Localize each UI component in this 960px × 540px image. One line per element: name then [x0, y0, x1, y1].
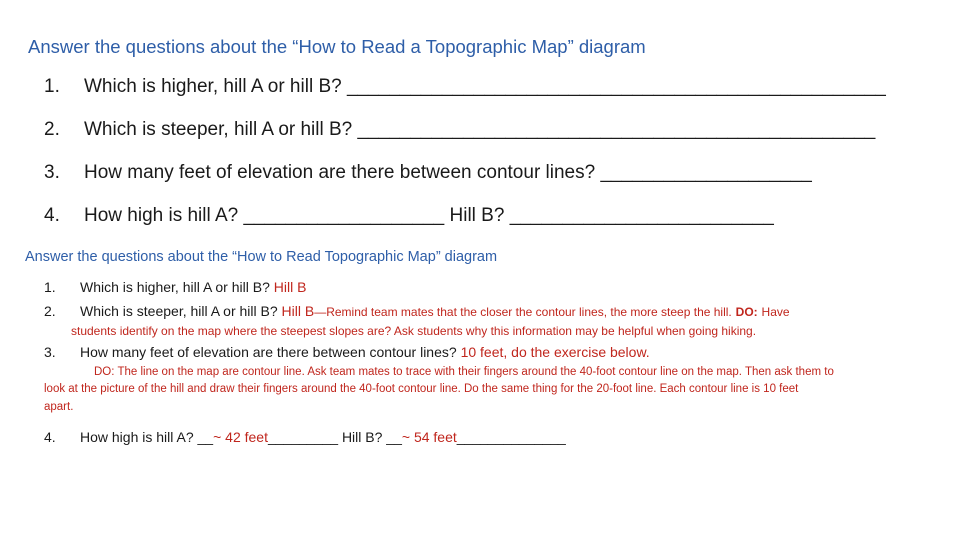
- answer-2-question: Which is steeper, hill A or hill B?: [80, 303, 278, 319]
- question-1-text: Which is higher, hill A or hill B? ___________________________________________________: [84, 76, 886, 97]
- answer-4-hill-a-value: ~ 42 feet: [213, 429, 268, 445]
- question-3-number: 3.: [44, 162, 60, 183]
- answer-3-question: How many feet of elevation are there between contour lines?: [80, 344, 457, 360]
- answer-3-do-line3: apart.: [44, 401, 74, 413]
- answer-1-number: 1.: [44, 279, 56, 295]
- answer-1: [44, 279, 306, 295]
- question-2-text: Which is steeper, hill A or hill B? _________________________________________________: [84, 119, 876, 140]
- section-2-title: Answer the questions about the “How to Read Topographic Map” diagram: [25, 249, 498, 265]
- question-3-text: How many feet of elevation are there between contour lines? ____________________: [84, 162, 812, 183]
- answer-2-note-tail: Have: [761, 305, 790, 319]
- question-4-number: 4.: [44, 205, 60, 226]
- question-1-number: 1.: [44, 76, 60, 97]
- question-4: [44, 205, 774, 227]
- answer-2-note-line2: students identify on the map where the steepest slopes are? Ask students why this information may be helpful when going hiking.: [71, 324, 757, 338]
- answer-1-value: Hill B: [273, 279, 307, 295]
- question-1: [44, 76, 886, 98]
- answer-2-value: Hill B: [281, 303, 315, 319]
- answer-4-number: 4.: [44, 429, 56, 445]
- question-2: [44, 119, 875, 141]
- answer-1-question: Which is higher, hill A or hill B?: [80, 279, 270, 295]
- answer-2-note: —Remind team mates that the closer the contour lines, the more steep the hill.: [314, 305, 732, 319]
- answer-3-do-text: The line on the map are contour line. Ask team mates to trace with their fingers around the 40-foot contour line on the map. Then ask them to: [117, 366, 834, 378]
- answer-4-question: How high is hill A?: [80, 429, 194, 445]
- answer-4-blank-tail: ______________: [456, 429, 566, 445]
- answer-3-do-line: [94, 366, 834, 378]
- answer-4-hill-b-value: ~ 54 feet: [401, 429, 457, 445]
- question-2-number: 2.: [44, 119, 60, 140]
- answer-3-do-line2: look at the picture of the hill and draw their fingers around the 40-foot contour line. Do the same thing for the 20-foot line. Each contour line is 10 feet: [44, 383, 799, 395]
- answer-2: [44, 303, 790, 319]
- answer-2-number: 2.: [44, 303, 56, 319]
- answer-3-do-label: DO:: [94, 366, 115, 378]
- section-1-title: Answer the questions about the “How to Read a Topographic Map” diagram: [28, 36, 646, 57]
- answer-3-value: 10 feet, do the exercise below.: [460, 344, 650, 360]
- answer-3: [44, 344, 650, 360]
- answer-4: [44, 429, 566, 445]
- question-3: [44, 162, 812, 184]
- answer-4-mid: _________ Hill B? __: [267, 429, 402, 445]
- answer-3-number: 3.: [44, 344, 56, 360]
- question-4-text: How high is hill A? ___________________ Hill B? _________________________: [84, 205, 774, 226]
- answer-2-do-label: DO:: [735, 305, 758, 319]
- answer-4-blank-pre: __: [197, 429, 214, 445]
